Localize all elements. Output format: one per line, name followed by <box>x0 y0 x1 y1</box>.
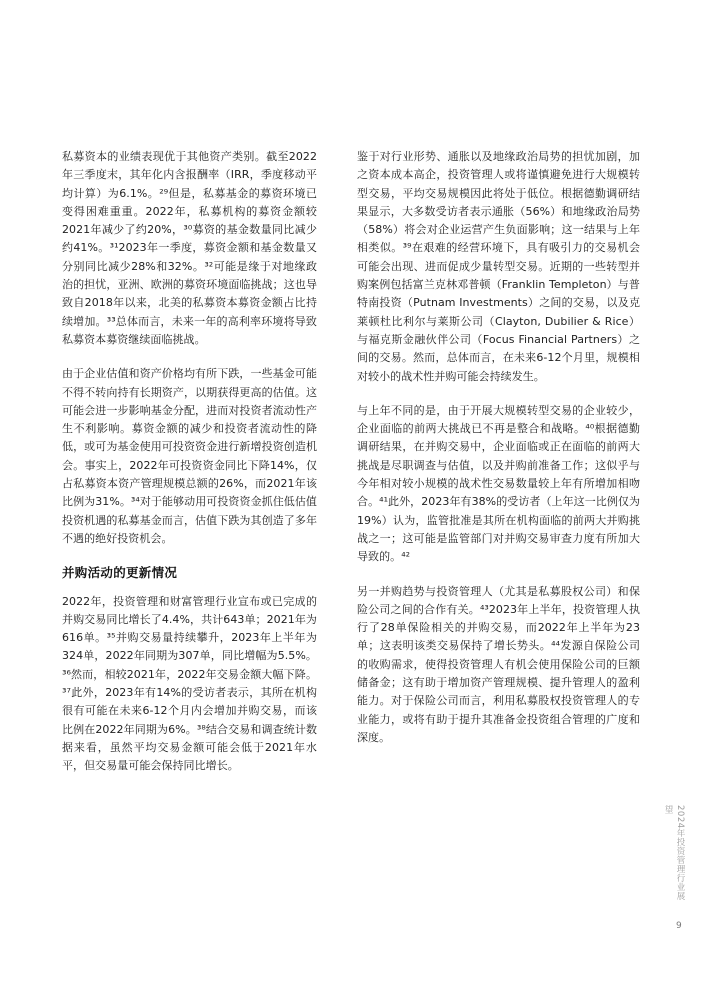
section-heading-ma-update: 并购活动的更新情况 <box>62 565 178 581</box>
paragraph-private-capital-fundraising: 私募资本的业绩表现优于其他资产类别。截至2022年三季度末，其年化内含报酬率（IRR，季度移动平均计算）为6.1%。²⁹但是，私募基金的募资环境已变得困难重重。2022年，私募机构的募资金额较2021年减少了约20%，³⁰募资的基金数量同比减少约41%。³¹2023年一季度，募资金额和基金数量又分别同比减少28%和32%。³²可能是缘于对地缘政治的担忧，亚洲、欧洲的募资环境面临挑战；这也导致自2018年以来，北美的私募资本募资金额占比持续增加。³³总体而言，未来一年的高利率环境将导致私募资本募资继续面临挑战。 <box>62 150 317 346</box>
paragraph-ma-challenges: 与上年不同的是，由于开展大规模转型交易的企业较少，企业面临的前两大挑战已不再是整合和战略。⁴⁰根据德勤调研结果，在并购交易中，企业面临或正在面临的前两大挑战是尽职调查与估值，以及并购前准备工作；这似乎与今年相对较小规模的战术性交易数量较上年有所增加相吻合。⁴¹此外，2023年有38%的受访者（上年这一比例仅为19%）认为，监管批准是其所在机构面临的前两大并购挑战之一；这可能是监管部门对并购交易审查力度有所加大导致的。⁴² <box>357 403 640 564</box>
paragraph-transformational-deals: 鉴于对行业形势、通胀以及地缘政治局势的担忧加剧，加之资本成本高企，投资管理人或将谨慎避免进行大规模转型交易，平均交易规模因此将处于低位。根据德勤调研结果显示，大多数受访者表示通胀（56%）和地缘政治局势（58%）将会对企业运营产生负面影响；这一结果与上年相类似。³⁹在艰难的经营环境下，具有吸引力的交易机会可能会出现、进而促成少量转型交易。近期的一些转型并购案例包括富兰克林邓普顿（Franklin Templeton）与普特南投资（Putnam Investments）之间的交易，以及克莱顿杜比利尔与莱斯公司（Clayton, Dubilier & Rice）与福克斯金融伙伴公司（Focus Financial Partners）之间的交易。然而，总体而言，在未来6-12个月里，规模相对较小的战术性并购可能会持续发生。 <box>357 150 640 383</box>
report-title-side-label: 2024年投资管理行业展望 <box>663 805 685 901</box>
left-column <box>62 148 317 792</box>
page-number: 9 <box>676 921 682 931</box>
right-column <box>357 148 640 763</box>
paragraph-dry-powder: 由于企业估值和资产价格均有所下跌，一些基金可能不得不转向持有长期资产，以期获得更高的估值。这可能会进一步影响基金分配，进而对投资者流动性产生不利影响。募资金额的减少和投资者流动性的降低，或可为基金使用可投资资金进行新增投资创造机会。事实上，2022年可投资资金同比下降14%，仅占私募资本资产管理规模总额的26%，而2021年该比例为31%。³⁴对于能够动用可投资资金抓住低估值投资机遇的私募基金而言，估值下跌为其创造了多年不遇的绝好投资机会。 <box>62 367 317 545</box>
paragraph-insurance-partnerships: 另一并购趋势与投资管理人（尤其是私募股权公司）和保险公司之间的合作有关。⁴³2023年上半年，投资管理人执行了28单保险相关的并购交易，而2022年上半年为23单；这表明该类交易保持了增长势头。⁴⁴发源自保险公司的收购需求，使得投资管理人有机会使用保险公司的巨额储备金；这有助于增加资产管理规模、提升管理人的盈利能力。对于保险公司而言，利用私募股权投资管理人的专业能力，或将有助于提升其准备金投资组合管理的广度和深度。 <box>357 584 640 744</box>
paragraph-ma-volume: 2022年，投资管理和财富管理行业宣布或已完成的并购交易同比增长了4.4%，共计643单；2021年为616单。³⁵并购交易量持续攀升，2023年上半年为324单，2022年同期为307单，同比增幅为5.5%。³⁶然而，相较2021年，2022年交易金额大幅下降。³⁷此外，2023年有14%的受访者表示，其所在机构很有可能在未来6-12个月内会增加并购交易，而该比例在2022年同期为6%。³⁸结合交易和调查统计数据来看，虽然平均交易金额可能会低于2021年水平，但交易量可能会保持同比增长。 <box>62 594 317 773</box>
